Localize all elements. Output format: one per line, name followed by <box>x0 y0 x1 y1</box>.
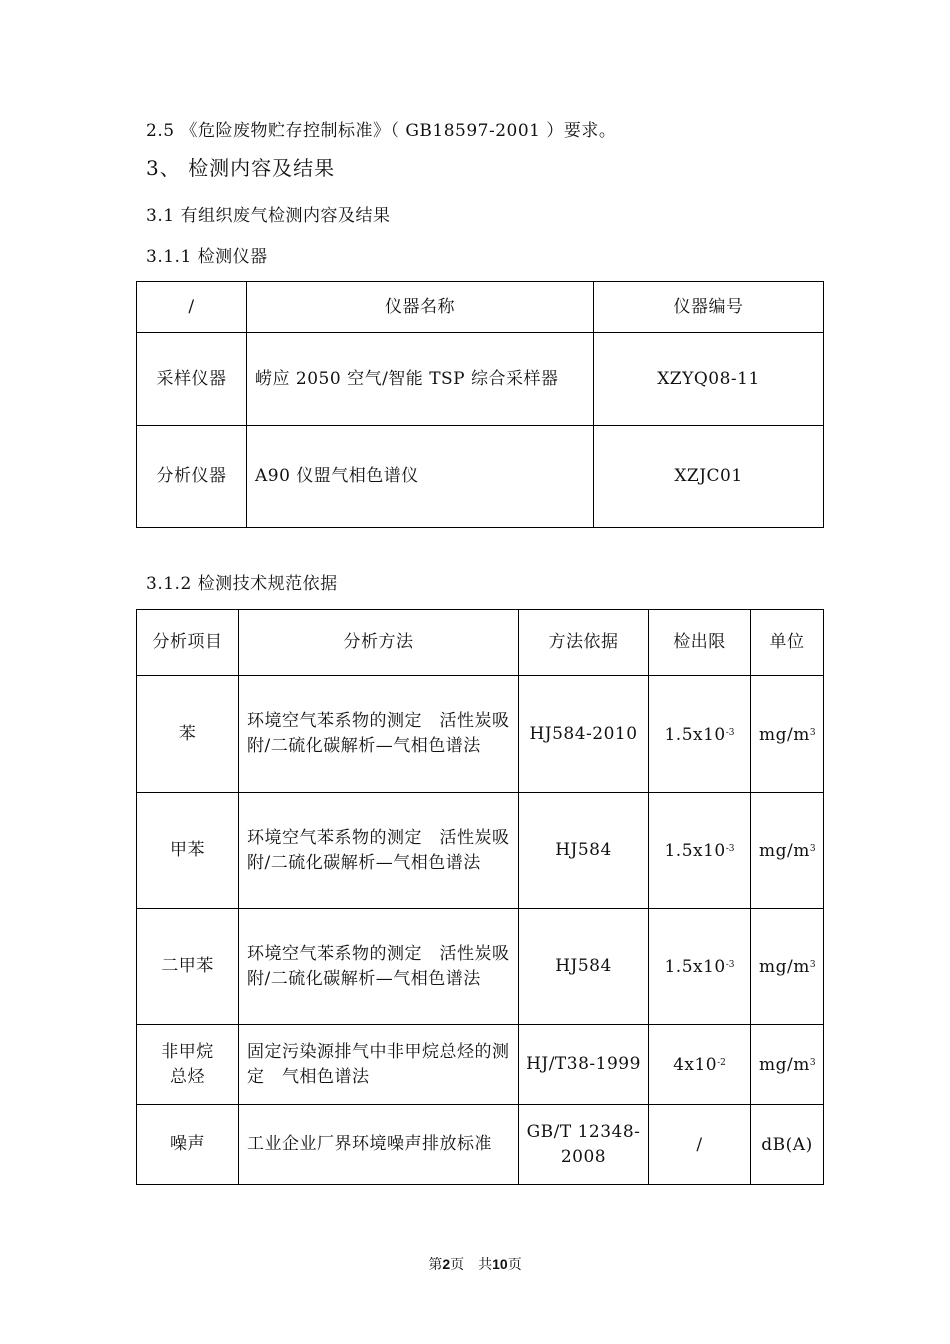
instrument-header-row <box>137 282 824 333</box>
footer-suffix: 页 <box>507 1257 522 1273</box>
unit-value: mg/m <box>759 957 810 977</box>
header-cell: 检出限 <box>649 610 751 676</box>
unit-exponent: 3 <box>809 1058 816 1068</box>
method-cell: 环境空气苯系物的测定 活性炭吸附/二硫化碳解析—气相色谱法 <box>239 676 519 793</box>
section-3-heading: 3、 检测内容及结果 <box>146 156 336 180</box>
page-footer <box>0 1254 950 1274</box>
unit-value: mg/m <box>759 724 810 745</box>
header-cell: 单位 <box>751 610 824 676</box>
instrument-name-cell: A90 仪盟气相色谱仪 <box>247 426 594 528</box>
table-row <box>137 676 824 793</box>
limit-cell <box>649 1105 751 1185</box>
instrument-type-cell: 采样仪器 <box>137 333 247 426</box>
item-cell: 苯 <box>137 676 239 793</box>
header-cell: 仪器名称 <box>247 282 594 333</box>
table-row <box>137 1025 824 1105</box>
section-3-1-heading: 3.1 有组织废气检测内容及结果 <box>146 206 391 226</box>
limit-exponent: -2 <box>717 1058 726 1068</box>
item-cell: 甲苯 <box>137 793 239 909</box>
limit-cell <box>649 1025 751 1105</box>
limit-value: 1.5x10 <box>664 841 726 861</box>
limit-cell <box>649 793 751 909</box>
instrument-name-cell: 崂应 2050 空气/智能 TSP 综合采样器 <box>247 333 594 426</box>
unit-exponent: 3 <box>809 960 816 970</box>
limit-value: / <box>696 1135 703 1155</box>
instrument-type-cell: 分析仪器 <box>137 426 247 528</box>
table-row <box>137 793 824 909</box>
section-2-5-line: 2.5 《危险废物贮存控制标准》（ GB18597-2001 ）要求。 <box>146 121 617 141</box>
basis-cell: GB/T 12348-2008 <box>519 1105 649 1185</box>
limit-exponent: -3 <box>725 960 735 970</box>
limit-cell <box>649 909 751 1025</box>
limit-cell <box>649 676 751 793</box>
header-cell: 仪器编号 <box>594 282 824 333</box>
limit-value: 1.5x10 <box>664 957 726 977</box>
basis-cell: HJ584 <box>519 909 649 1025</box>
method-cell: 工业企业厂界环境噪声排放标准 <box>239 1105 519 1185</box>
header-cell: 分析项目 <box>137 610 239 676</box>
instrument-id-cell: XZJC01 <box>594 426 824 528</box>
unit-cell <box>751 1105 824 1185</box>
item-cell: 噪声 <box>137 1105 239 1185</box>
header-cell: 分析方法 <box>239 610 519 676</box>
basis-cell: HJ584-2010 <box>519 676 649 793</box>
instrument-id-cell: XZYQ08-11 <box>594 333 824 426</box>
method-cell: 固定污染源排气中非甲烷总烃的测定 气相色谱法 <box>239 1025 519 1105</box>
section-3-1-2-heading: 3.1.2 检测技术规范依据 <box>146 574 338 594</box>
limit-exponent: -3 <box>725 727 735 738</box>
footer-middle: 页 共 <box>450 1257 493 1273</box>
basis-cell: HJ/T38-1999 <box>519 1025 649 1105</box>
table-row <box>137 1105 824 1185</box>
unit-value: mg/m <box>759 841 810 861</box>
unit-exponent: 3 <box>809 727 816 738</box>
method-cell: 环境空气苯系物的测定 活性炭吸附/二硫化碳解析—气相色谱法 <box>239 909 519 1025</box>
limit-value: 4x10 <box>673 1055 718 1075</box>
table-row <box>137 909 824 1025</box>
header-cell: 方法依据 <box>519 610 649 676</box>
basis-cell: HJ584 <box>519 793 649 909</box>
table-row <box>137 333 824 426</box>
method-header-row <box>137 610 824 676</box>
limit-value: 1.5x10 <box>664 724 726 745</box>
header-cell: / <box>137 282 247 333</box>
unit-cell <box>751 793 824 909</box>
limit-exponent: -3 <box>725 844 735 854</box>
item-cell: 二甲苯 <box>137 909 239 1025</box>
footer-prefix: 第 <box>428 1257 443 1273</box>
unit-cell <box>751 1025 824 1105</box>
unit-exponent: 3 <box>809 844 816 854</box>
section-3-1-1-heading: 3.1.1 检测仪器 <box>146 247 268 267</box>
instrument-table <box>136 281 824 528</box>
method-table <box>136 609 824 1185</box>
unit-value: dB(A) <box>761 1135 813 1155</box>
method-cell: 环境空气苯系物的测定 活性炭吸附/二硫化碳解析—气相色谱法 <box>239 793 519 909</box>
unit-value: mg/m <box>759 1055 810 1075</box>
unit-cell <box>751 676 824 793</box>
footer-page-number: 2 <box>442 1256 451 1272</box>
table-row <box>137 426 824 528</box>
unit-cell <box>751 909 824 1025</box>
footer-total-pages: 10 <box>492 1256 508 1272</box>
item-cell: 非甲烷总烃 <box>137 1025 239 1105</box>
